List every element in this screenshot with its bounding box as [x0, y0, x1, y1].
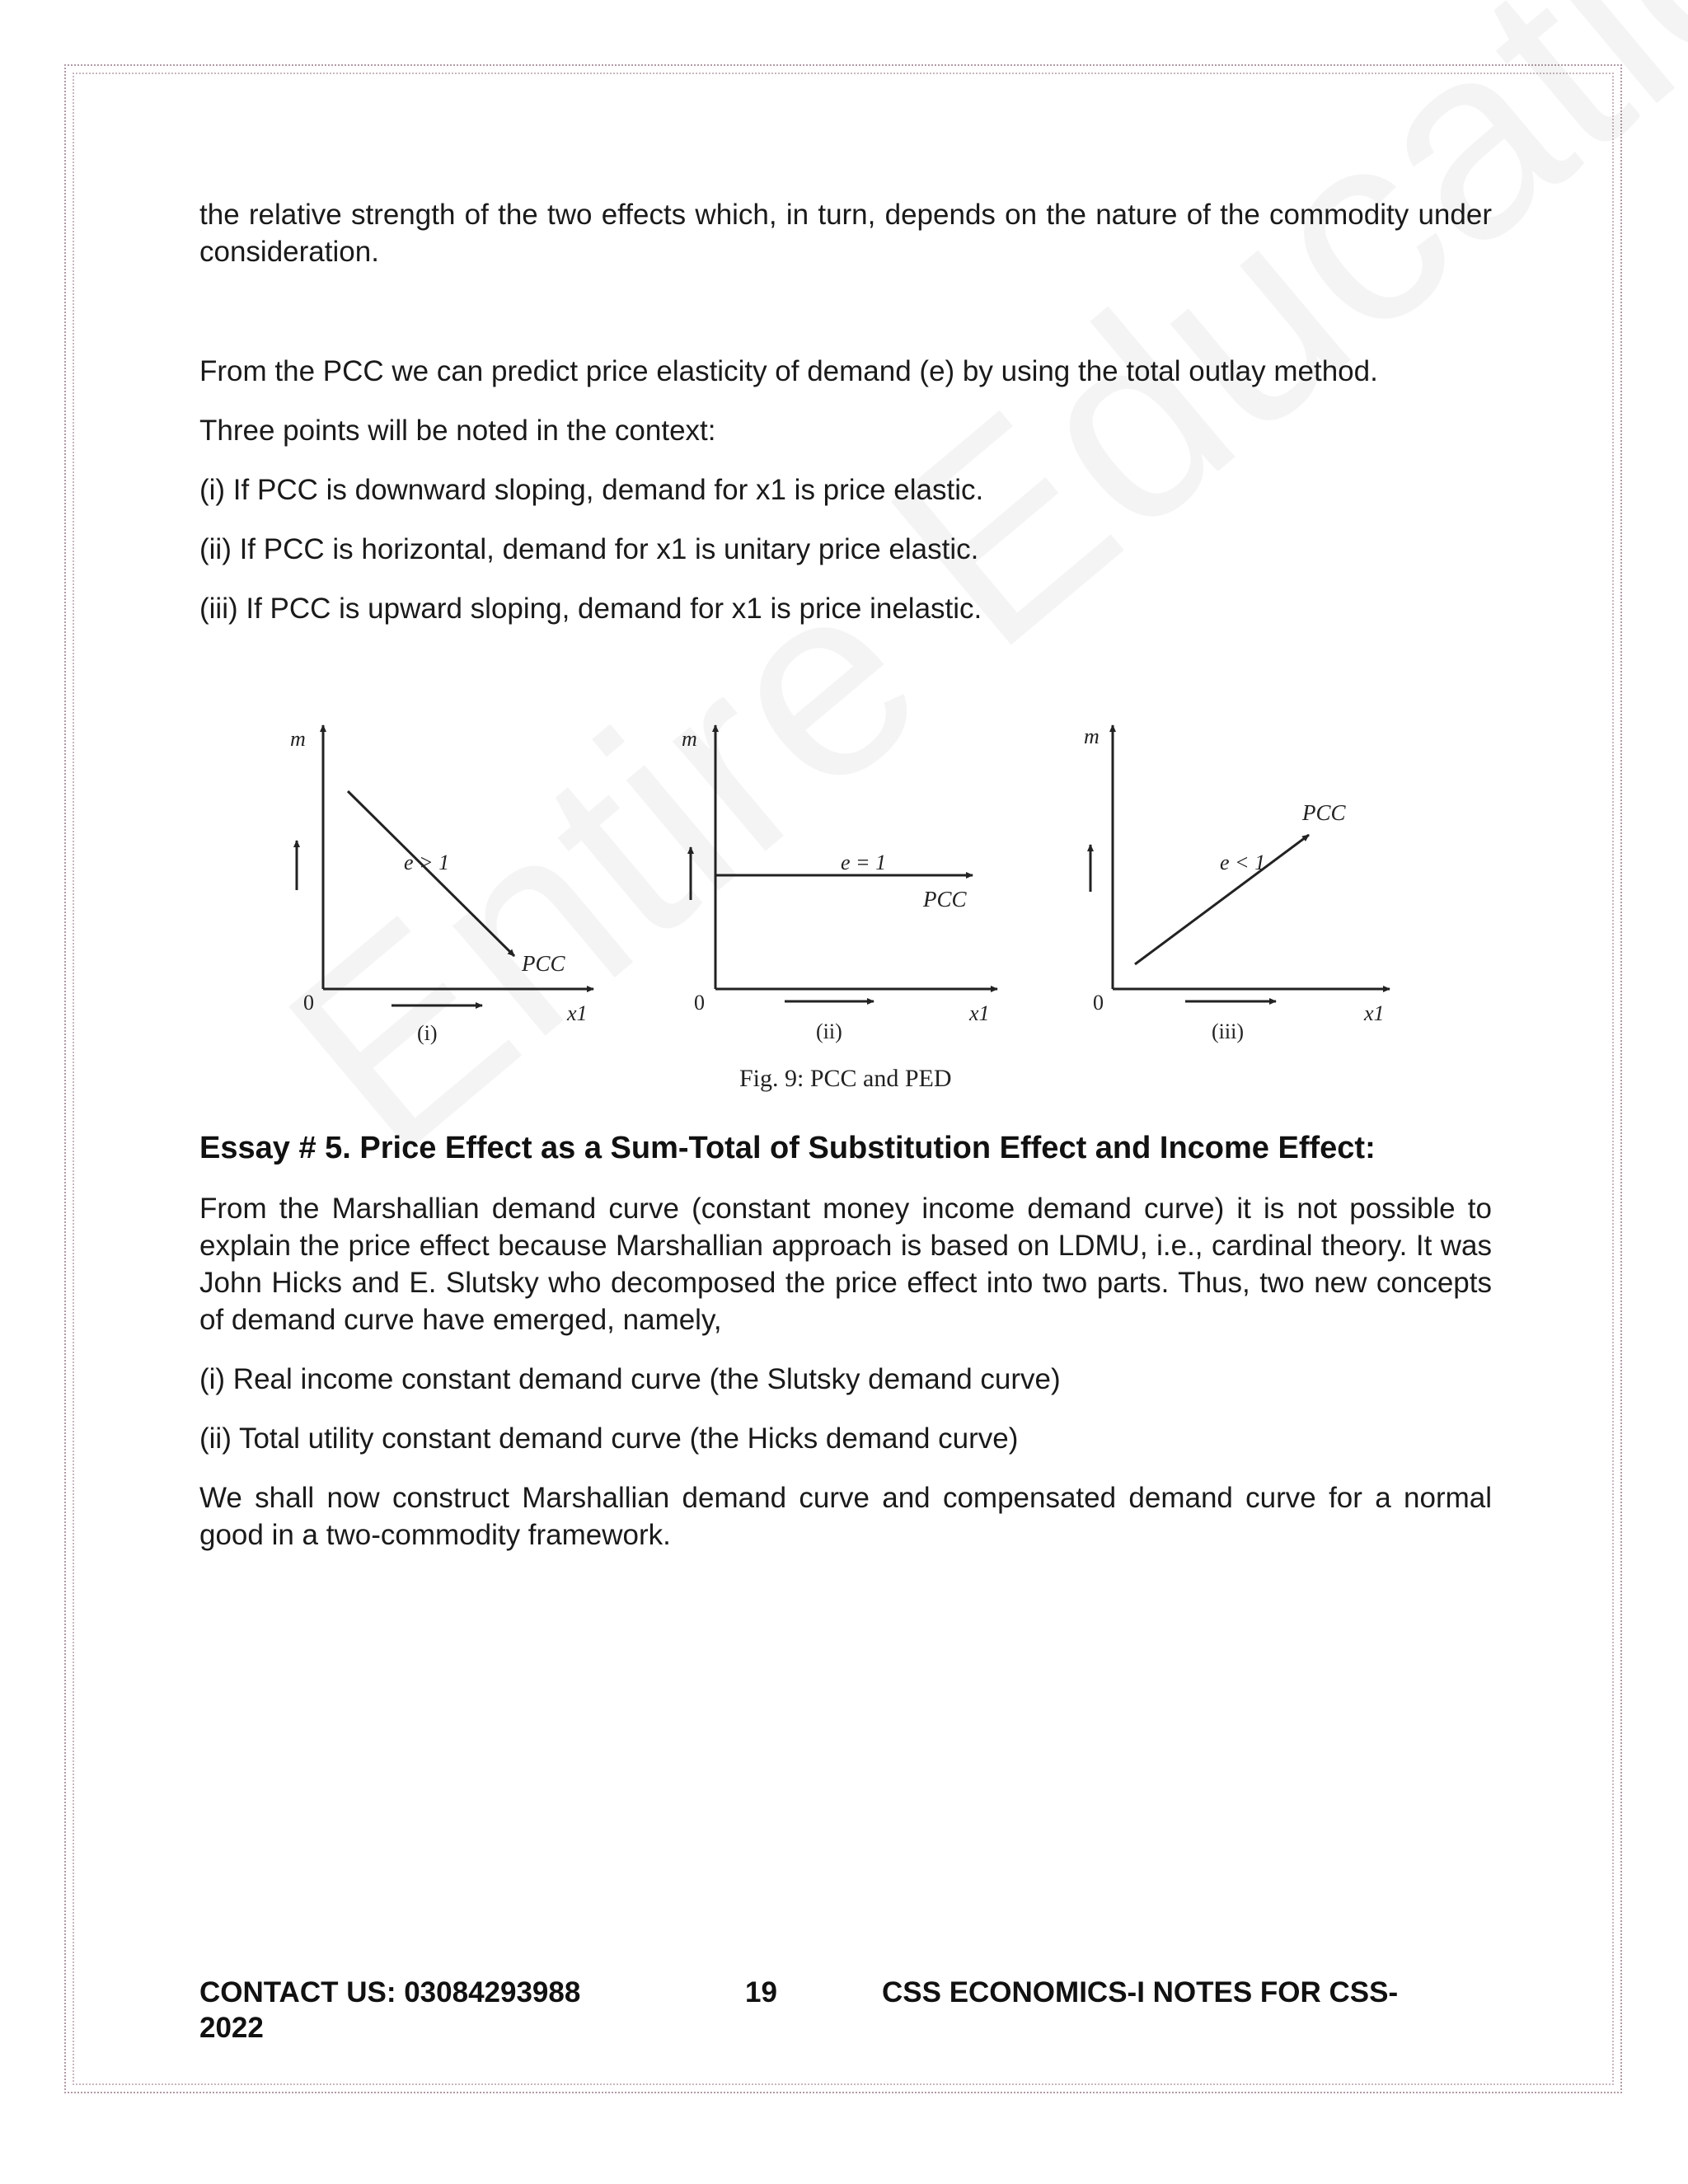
footer-title: CSS ECONOMICS-I NOTES FOR CSS- — [882, 1976, 1399, 2008]
panel-number: (ii) — [816, 1019, 842, 1043]
elasticity-label: e > 1 — [404, 851, 450, 874]
footer-title-wrap: 2022 — [199, 2012, 264, 2044]
elasticity-label: e = 1 — [841, 851, 887, 874]
origin-label: 0 — [1093, 991, 1104, 1015]
page-number: 19 — [745, 1976, 777, 2008]
elasticity-label: e < 1 — [1220, 851, 1266, 874]
panel-number: (i) — [417, 1021, 438, 1045]
x-label: x1 — [567, 1001, 588, 1025]
y-label: m — [682, 727, 697, 751]
contact-info: CONTACT US: 03084293988 — [199, 1976, 581, 2008]
list-item: (i) If PCC is downward sloping, demand for x1 is price elastic. — [199, 474, 984, 506]
curve-label: PCC — [522, 951, 565, 976]
list-item: (iii) If PCC is upward sloping, demand for x1 is price inelastic. — [199, 593, 982, 625]
body-text — [199, 196, 1492, 627]
x-label: x1 — [1364, 1001, 1385, 1025]
essay-heading: Essay # 5. Price Effect as a Sum-Total of Substitution Effect and Income Effect: — [199, 1131, 1376, 1165]
paragraph: Three points will be noted in the context: — [199, 415, 716, 447]
paragraph: From the Marshallian demand curve (constant money income demand curve) it is not possible to explain the price effect because Marshallian approach is based on LDMU, i.e., cardinal theory. It was John Hicks and E. Slutsky who decomposed the price effect into two parts. Thus, two new concepts of demand curve have emerged, namely, — [199, 1193, 1492, 1336]
paragraph: the relative strength of the two effects which, in turn, depends on the nature of the commodity under consideration. — [199, 199, 1492, 268]
y-label: m — [290, 727, 306, 751]
panel-2 — [682, 725, 997, 1043]
list-item: (ii) Total utility constant demand curve (the Hicks demand curve) — [199, 1422, 1019, 1455]
figure-svg — [272, 709, 1426, 1096]
curve-label: PCC — [1302, 800, 1346, 825]
panel-number: (iii) — [1212, 1019, 1244, 1043]
paragraph: From the PCC we can predict price elasticity of demand (e) by using the total outlay method. — [199, 355, 1378, 387]
x-label: x1 — [969, 1001, 990, 1025]
origin-label: 0 — [694, 991, 705, 1015]
origin-label: 0 — [303, 991, 314, 1015]
essay-body — [199, 1190, 1492, 1554]
panel-1 — [290, 725, 593, 1045]
panel-3 — [1084, 724, 1390, 1043]
list-item: (i) Real income constant demand curve (the Slutsky demand curve) — [199, 1363, 1061, 1395]
paragraph: We shall now construct Marshallian demand curve and compensated demand curve for a normal good in a two-commodity framework. — [199, 1482, 1492, 1551]
y-label: m — [1084, 724, 1100, 748]
curve-label: PCC — [923, 887, 967, 912]
figure-caption: Fig. 9: PCC and PED — [739, 1065, 952, 1092]
pcc-ped-figure — [272, 709, 1426, 1096]
list-item: (ii) If PCC is horizontal, demand for x1 is unitary price elastic. — [199, 533, 979, 565]
